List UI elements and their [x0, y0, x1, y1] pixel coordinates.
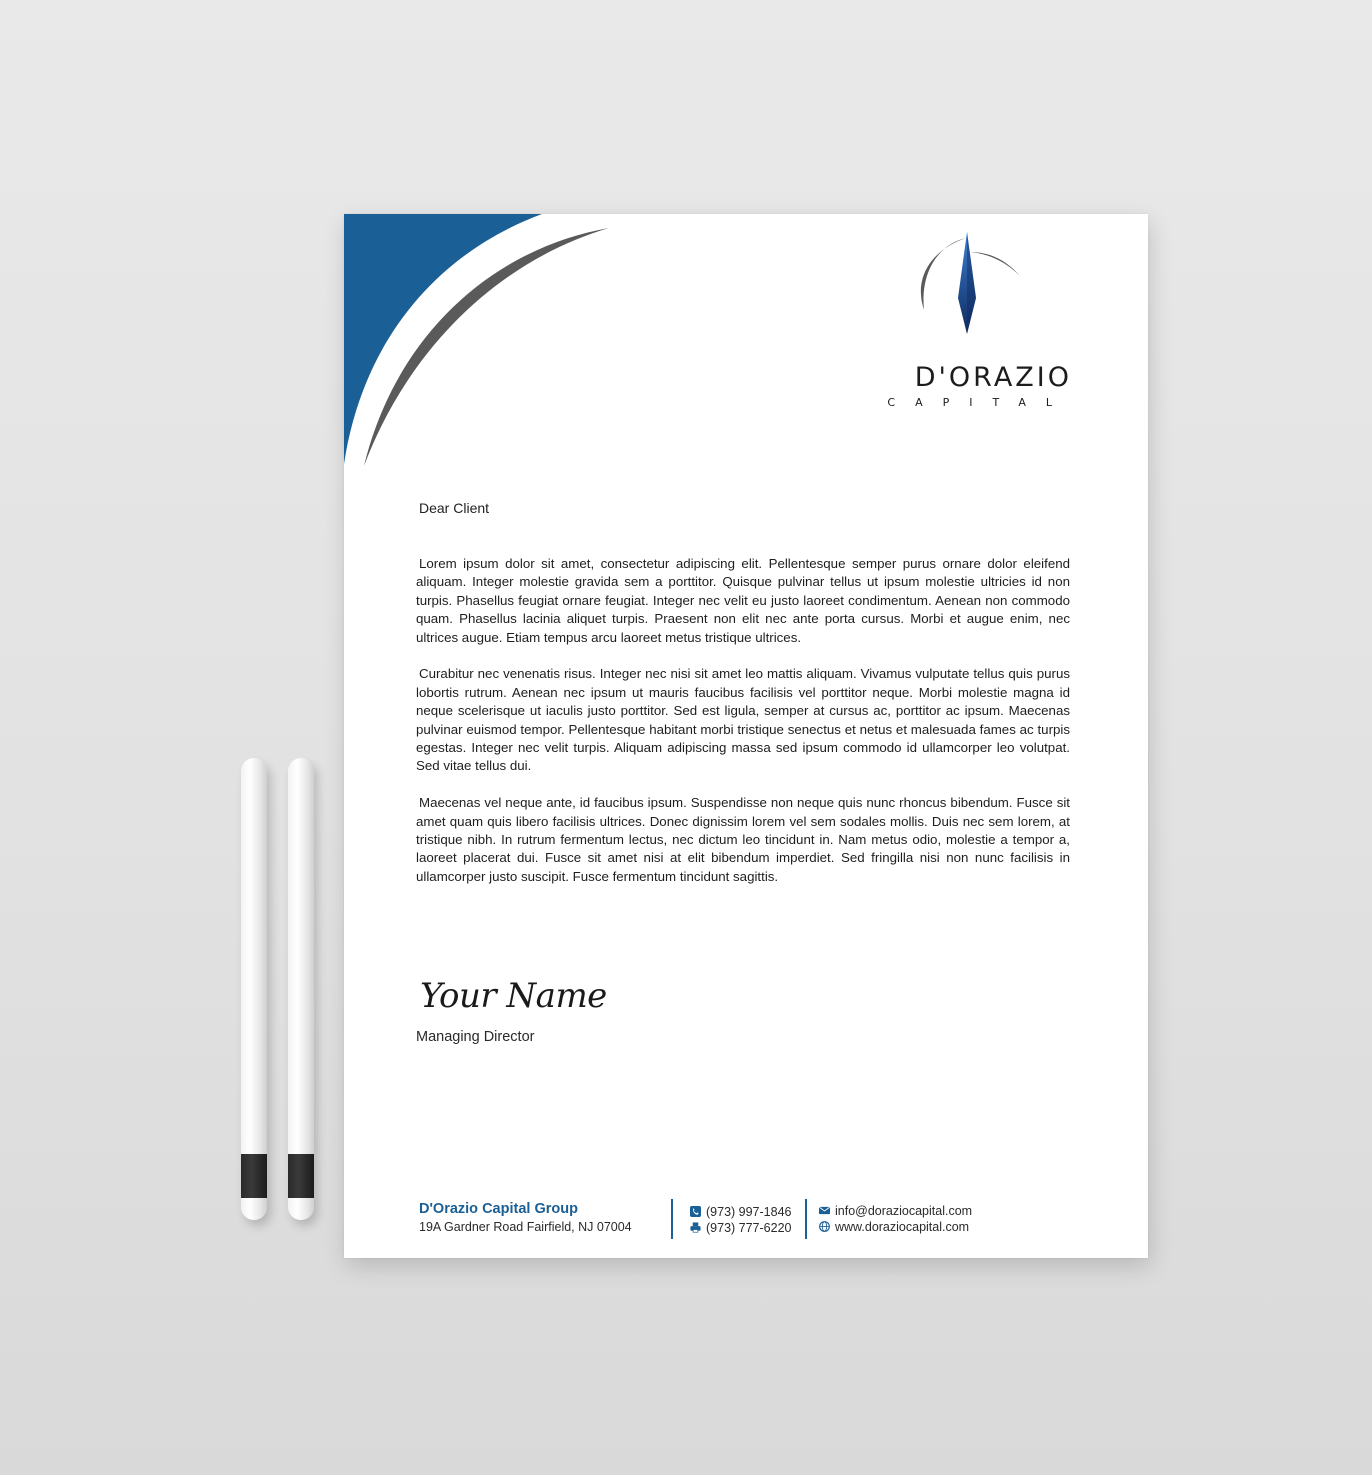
corner-swoosh-graphic — [344, 214, 624, 474]
pen-band — [241, 1154, 267, 1198]
website-text: www.doraziocapital.com — [835, 1220, 970, 1234]
brand-name: D'ORAZIO — [914, 362, 1072, 393]
brand-tagline: CAPITAL — [887, 396, 1072, 409]
phone-text: (973) 997-1846 — [706, 1205, 792, 1219]
footer-website — [819, 1219, 969, 1235]
footer-email — [819, 1203, 972, 1219]
signer-title: Managing Director — [416, 1029, 535, 1045]
letter-body — [416, 555, 1070, 905]
body-paragraph: Lorem ipsum dolor sit amet, consectetur adipiscing elit. Pellentesque semper purus ornare dolor eleifend aliquam. Integer molestie gravida sem a porttitor. Quisque pulvinar tellus ut ipsum molestie ultricies id non turpis. Phasellus feugiat ornare feugiat. Integer nec velit eu justo laoreet condimentum. Aenean non commodo quam. Phasellus lacinia aliquet turpis. Praesent non elit nec ante porta cursus. Morbi et augue enim, nec ultrices augue. Etiam tempus arcu laoreet metus tristique ultrices. — [416, 556, 1070, 645]
logo-mark-icon — [910, 230, 1022, 340]
fax-icon — [690, 1222, 701, 1233]
footer-address: 19A Gardner Road Fairfield, NJ 07004 — [419, 1220, 632, 1234]
footer-phone — [690, 1204, 791, 1220]
footer-company-name: D'Orazio Capital Group — [419, 1201, 578, 1217]
body-paragraph: Curabitur nec venenatis risus. Integer nec nisi sit amet leo mattis aliquam. Vivamus vulputate tellus quis purus lobortis rutrum. Aenean nec ipsum ut mauris faucibus facilisis vel porttitor neque. Morbi molestie magna id neque scelerisque ut iaculis justo porttitor. Sed est ligula, semper at cursus ac, porttitor ac ipsum. Maecenas pulvinar euismod tempor. Pellentesque habitant morbi tristique senectus et netus et malesuada fames ac turpis egestas. Integer nec velit turpis. Aliquam adipiscing massa sed ipsum commodo id ullamcorper leo volutpat. Sed vitae tellus dui. — [416, 666, 1070, 774]
pen-right — [288, 758, 314, 1220]
signature: Your Name — [420, 976, 607, 1016]
letterhead-sheet — [344, 214, 1148, 1258]
globe-icon — [819, 1221, 830, 1232]
salutation: Dear Client — [419, 500, 490, 516]
pen-band — [288, 1154, 314, 1198]
pen-left — [241, 758, 267, 1220]
email-text: info@doraziocapital.com — [835, 1204, 973, 1218]
body-paragraph: Maecenas vel neque ante, id faucibus ipsum. Suspendisse non neque quis nunc rhoncus bibendum. Fusce sit amet quam quis libero facilisis ultrices. Donec dignissim lorem vel sem sodales mollis. Duis nec sem lorem, at tristique nibh. In rutrum fermentum lectus, nec dictum leo tincidunt in. Nam metus odio, molestie a tempor a, laoreet placerat dui. Fusce sit amet nisi at elit bibendum imperdiet. Sed fringilla nisi non nunc facilisis in ullamcorper justo suscipit. Fusce fermentum tincidunt sagittis. — [416, 795, 1070, 884]
fax-text: (973) 777-6220 — [706, 1221, 792, 1235]
footer-divider — [805, 1199, 807, 1239]
footer-divider — [671, 1199, 673, 1239]
footer-fax — [690, 1220, 791, 1236]
envelope-icon — [819, 1205, 830, 1216]
phone-icon — [690, 1206, 701, 1217]
